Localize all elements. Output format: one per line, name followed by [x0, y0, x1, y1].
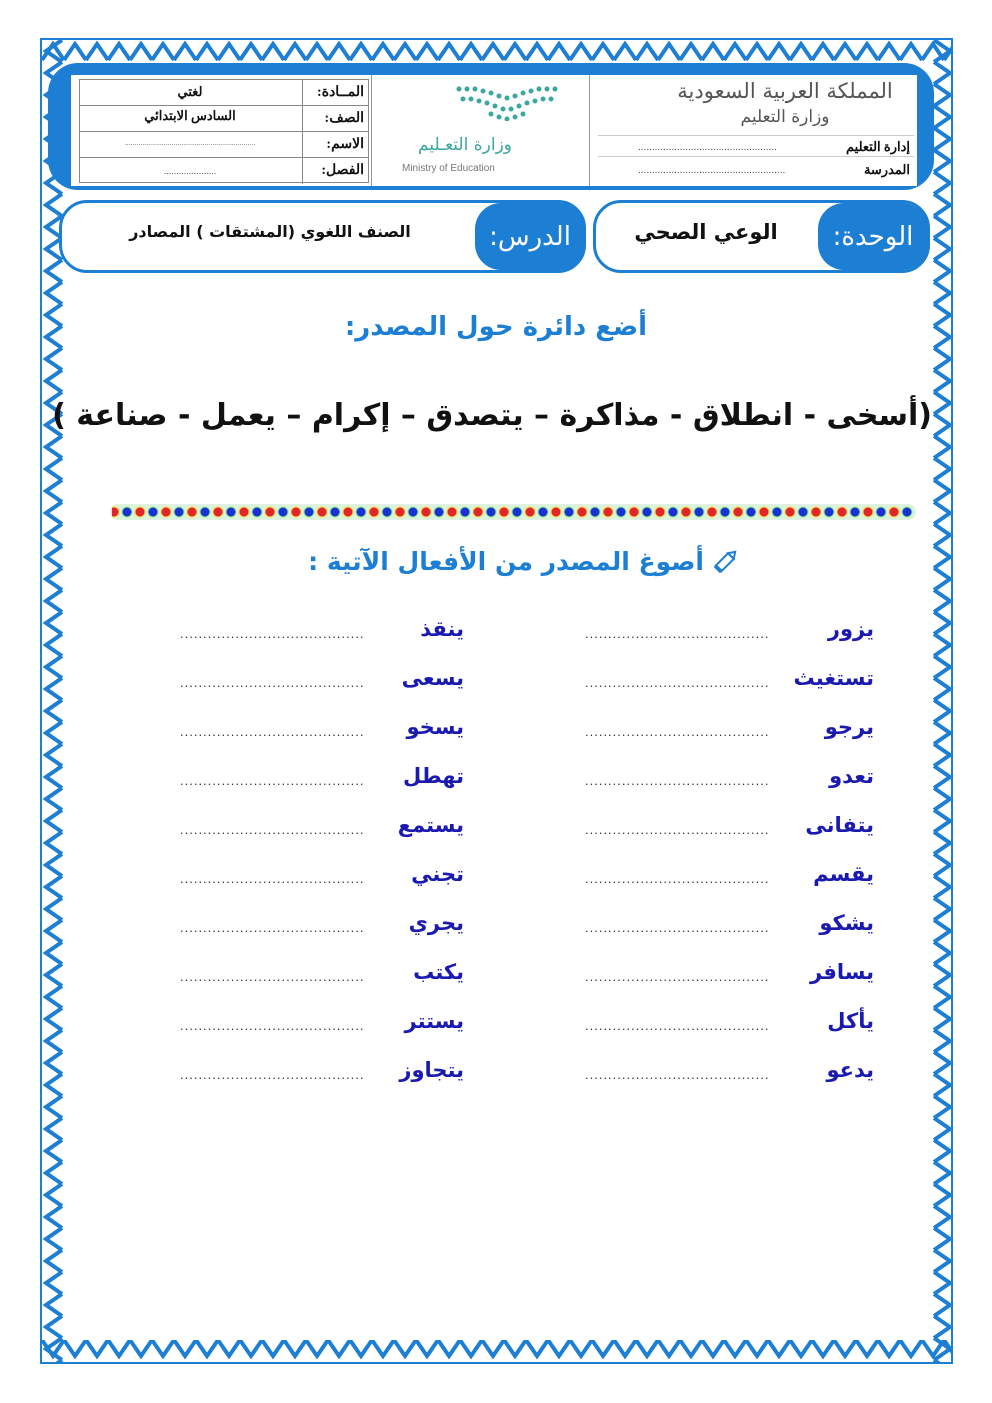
answer-blank-left[interactable]: ........................................: [180, 773, 365, 788]
answer-blank-right[interactable]: ........................................: [585, 773, 770, 788]
answer-blank-right[interactable]: ........................................: [585, 920, 770, 935]
info-row-grade: [79, 105, 369, 131]
unit-label: الوحدة:: [818, 203, 928, 270]
verb-left: يجري: [408, 911, 464, 935]
school-label: المدرسة: [863, 162, 910, 177]
exercise2-title: أصوغ المصدر من الأفعال الآتية :: [308, 546, 704, 576]
answer-blank-left[interactable]: ........................................: [180, 675, 365, 690]
subject-label: المــادة:: [317, 85, 364, 100]
info-row-name: [79, 131, 369, 157]
info-row-subject: [79, 79, 369, 105]
answer-blank-left[interactable]: ........................................: [180, 822, 365, 837]
verb-left: يستمع: [397, 813, 464, 837]
verb-left: تهطل: [403, 764, 464, 788]
class-label: الفصل:: [321, 163, 364, 178]
admin-label: إدارة التعليم: [846, 139, 910, 154]
ministry-logo-section: [371, 75, 589, 186]
pencil-icon: [712, 547, 740, 575]
verb-right: يشكو: [819, 911, 874, 935]
verb-right: يقسم: [813, 862, 874, 886]
answer-blank-left[interactable]: ........................................: [180, 871, 365, 886]
answer-blank-left[interactable]: ........................................: [180, 1067, 365, 1082]
verb-right: يتفانى: [805, 813, 874, 837]
verb-left: ينقذ: [420, 617, 464, 641]
verb-left: يتجاوز: [399, 1058, 464, 1082]
verb-left: يسعى: [401, 666, 464, 690]
verb-right: يأكل: [827, 1009, 874, 1033]
class-value: .....................: [163, 166, 217, 176]
lesson-label: الدرس:: [475, 203, 585, 270]
name-label: الاسم:: [326, 137, 364, 152]
answer-blank-left[interactable]: ........................................: [180, 969, 365, 984]
answer-blank-right[interactable]: ........................................: [585, 724, 770, 739]
name-value: ...................................................................: [124, 140, 256, 147]
verb-right: تعدو: [829, 764, 874, 788]
answer-blank-left[interactable]: ........................................: [180, 1018, 365, 1033]
school-value: .....................................................: [638, 165, 786, 176]
answer-blank-left[interactable]: ........................................: [180, 626, 365, 641]
answer-blank-left[interactable]: ........................................: [180, 920, 365, 935]
dotted-separator: [108, 500, 918, 524]
admin-row: [598, 135, 914, 157]
kingdom-section: [589, 75, 917, 186]
answer-blank-right[interactable]: ........................................: [585, 675, 770, 690]
exercise2-heading: [240, 541, 740, 581]
info-table: [79, 79, 369, 183]
unit-value: الوعي الصحي: [634, 220, 778, 244]
verb-right: يدعو: [826, 1058, 874, 1082]
kingdom-title: المملكة العربية السعودية: [677, 79, 893, 103]
grade-value: السادس الابتدائي: [144, 108, 236, 123]
answer-blank-right[interactable]: ........................................: [585, 1018, 770, 1033]
verb-right: يسافر: [810, 960, 874, 984]
verb-right: تستغيث: [793, 666, 874, 690]
admin-value: ..................................................: [638, 142, 777, 153]
answer-blank-right[interactable]: ........................................: [585, 822, 770, 837]
verb-left: يكتب: [413, 960, 464, 984]
answer-blank-right[interactable]: ........................................: [585, 871, 770, 886]
answer-blank-right[interactable]: ........................................: [585, 969, 770, 984]
ministry-title-calligraphy: وزارة التعليم: [740, 107, 830, 127]
subject-value: لغتي: [177, 84, 203, 99]
verb-left: تجني: [411, 862, 464, 886]
ministry-name-en: Ministry of Education: [402, 163, 495, 174]
exercise1-title: أضع دائرة حول المصدر:: [344, 312, 648, 342]
school-row: [598, 159, 914, 181]
verb-right: يرجو: [824, 715, 874, 739]
ministry-name-ar: وزارة التعـليم: [418, 135, 512, 155]
header-panel: [71, 75, 917, 186]
exercise1-word-list: (أسخى - انطلاق - مذاكرة – يتصدق – إكرام – يعمل - صناعة ): [52, 398, 932, 433]
verb-left: يستتر: [404, 1009, 464, 1033]
answer-blank-left[interactable]: ........................................: [180, 724, 365, 739]
answer-blank-right[interactable]: ........................................: [585, 1067, 770, 1082]
verb-right: يزور: [827, 617, 874, 641]
info-row-class: [79, 157, 369, 183]
grade-label: الصف:: [324, 111, 364, 126]
answer-blank-right[interactable]: ........................................: [585, 626, 770, 641]
ministry-logo-icon: [454, 81, 564, 121]
verb-left: يسخو: [406, 715, 464, 739]
lesson-value: الصنف اللغوي (المشتقات ) المصادر: [129, 222, 411, 241]
